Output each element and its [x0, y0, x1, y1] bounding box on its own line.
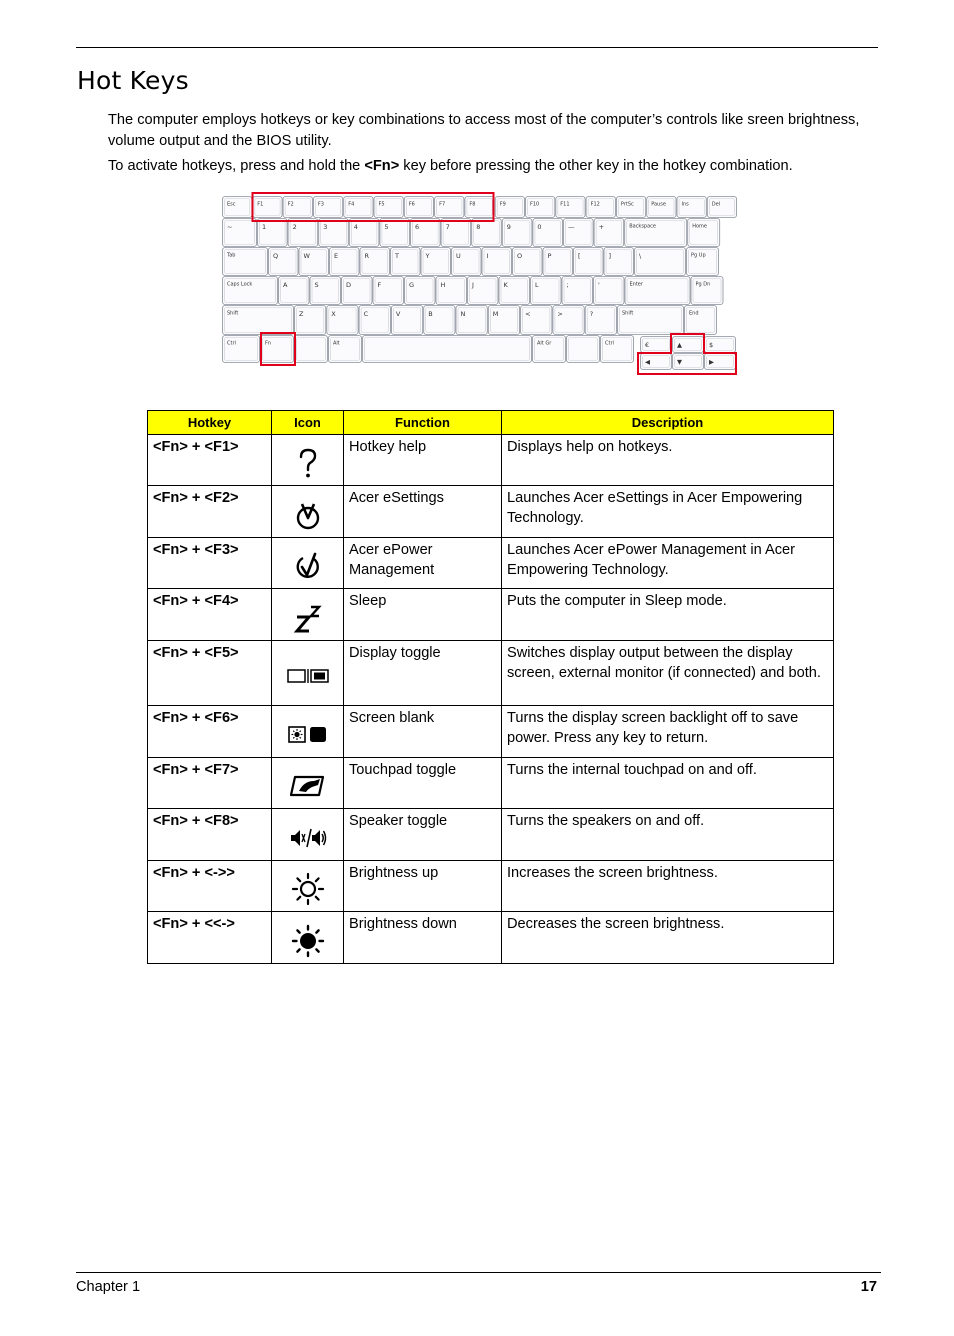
keyboard-key-label: Shift — [622, 310, 634, 317]
keyboard-key-label: C — [363, 310, 369, 318]
icon-cell — [272, 861, 344, 912]
keyboard-key-label: > — [557, 310, 563, 318]
hotkey-cell: <Fn> + <F8> — [148, 809, 272, 861]
keyboard-key-label: Pause — [651, 201, 666, 208]
keyboard-key-label: F6 — [408, 201, 415, 208]
keyboard-key-label: F1 — [257, 201, 264, 208]
keyboard-key-label: F8 — [469, 201, 476, 208]
keyboard-key-label: 9 — [506, 223, 511, 231]
keyboard-key-label: Backspace — [629, 223, 657, 230]
keyboard-key — [295, 336, 328, 363]
hotkey-cell: <Fn> + <F1> — [148, 435, 272, 486]
screen-blank-icon — [286, 724, 330, 746]
activate-text-after: key before pressing the other key in the hotkey combination. — [399, 158, 793, 174]
hotkey-cell: <Fn> + <<-> — [148, 912, 272, 964]
footer-chapter: Chapter 1 — [76, 1279, 141, 1295]
function-cell: Speaker toggle — [344, 809, 502, 861]
description-cell: Displays help on hotkeys. — [502, 435, 834, 486]
header-hotkey: Hotkey — [148, 411, 272, 435]
activate-text-before: To activate hotkeys, press and hold the — [108, 158, 365, 174]
keyboard-key-label: 8 — [476, 223, 481, 231]
keyboard-key-label: F12 — [590, 201, 600, 208]
hotkey-cell: <Fn> + <F5> — [148, 641, 272, 706]
header-icon: Icon — [272, 411, 344, 435]
hotkey-table — [147, 410, 834, 964]
keyboard-key-label: Del — [711, 201, 721, 208]
description-cell: Turns the internal touchpad on and off. — [502, 758, 834, 809]
table-row — [148, 706, 834, 758]
keyboard-illustration — [220, 190, 738, 378]
keyboard-key-label: Esc — [227, 201, 236, 208]
keyboard-key-label: 6 — [415, 223, 420, 231]
function-cell: Brightness up — [344, 861, 502, 912]
icon-cell — [272, 912, 344, 964]
icon-cell — [272, 758, 344, 809]
hotkey-cell: <Fn> + <->> — [148, 861, 272, 912]
table-row — [148, 912, 834, 964]
keyboard-key-label: F2 — [287, 201, 294, 208]
keyboard-key-label: Fn — [265, 340, 272, 347]
keyboard-key-label: E — [334, 252, 339, 260]
description-cell: Puts the computer in Sleep mode. — [502, 589, 834, 641]
table-row — [148, 758, 834, 809]
keyboard-key-label: ? — [589, 310, 594, 318]
table-header-row — [148, 411, 834, 435]
keyboard-key-label: ▶ — [709, 358, 714, 366]
keyboard-key-label: F10 — [530, 201, 540, 208]
sleep-icon — [293, 601, 323, 635]
fn-key-text: <Fn> — [364, 158, 400, 174]
keyboard-key-label: P — [547, 252, 552, 260]
keyboard-key-label: X — [331, 310, 336, 318]
keyboard-key-label: [ — [578, 252, 581, 260]
header-description: Description — [502, 411, 834, 435]
keyboard-key-label: A — [283, 281, 288, 289]
keyboard-key — [567, 336, 600, 363]
function-cell: Acer eSettings — [344, 486, 502, 538]
keyboard-key-label: + — [598, 223, 605, 231]
keyboard-key-label: ▼ — [677, 358, 682, 366]
table-row — [148, 435, 834, 486]
keyboard-key-label: 7 — [445, 223, 450, 231]
keyboard-key-label: M — [492, 310, 499, 318]
table-row — [148, 861, 834, 912]
question-icon — [293, 446, 323, 480]
keyboard-key-label: ~ — [227, 223, 233, 231]
keyboard-key-label: D — [346, 281, 352, 289]
function-cell: Acer ePower Management — [344, 538, 502, 589]
keyboard-key-label: U — [456, 252, 461, 260]
keyboard-key-label: ' — [598, 281, 600, 289]
keyboard-key-label: Tab — [227, 252, 236, 259]
keyboard-key-label: S — [314, 281, 319, 289]
hotkey-cell: <Fn> + <F6> — [148, 706, 272, 758]
activate-paragraph — [108, 156, 868, 177]
hotkey-cell: <Fn> + <F7> — [148, 758, 272, 809]
function-cell: Brightness down — [344, 912, 502, 964]
keyboard-key-label: B — [428, 310, 433, 318]
keyboard-key-label: G — [409, 281, 415, 289]
description-cell: Turns the speakers on and off. — [502, 809, 834, 861]
icon-cell — [272, 706, 344, 758]
display-toggle-icon — [286, 666, 330, 686]
keyboard-key-label: F9 — [499, 201, 506, 208]
brightness-down-icon — [291, 924, 325, 958]
keyboard-key-label: $ — [709, 341, 714, 349]
header-rule — [76, 47, 878, 48]
table-row — [148, 589, 834, 641]
keyboard-key-label: Caps Lock — [227, 281, 253, 288]
keyboard-key-label: F5 — [378, 201, 385, 208]
keyboard-key-label: Home — [692, 223, 707, 230]
description-cell: Launches Acer eSettings in Acer Empowering Technology. — [502, 486, 834, 538]
keyboard-key-label: ; — [566, 281, 569, 289]
speaker-icon — [288, 826, 328, 850]
keyboard-key-label: PrtSc — [620, 201, 634, 208]
keyboard-key-label: 2 — [292, 223, 297, 231]
esettings-icon — [293, 498, 323, 532]
keyboard-key-label: 5 — [384, 223, 389, 231]
keyboard-key-label: 4 — [353, 223, 358, 231]
keyboard-key-label: ◀ — [645, 358, 650, 366]
keyboard-key-label: W — [303, 252, 310, 260]
footer-page-number: 17 — [860, 1279, 877, 1295]
header-function: Function — [344, 411, 502, 435]
page-title: Hot Keys — [77, 66, 189, 95]
icon-cell — [272, 486, 344, 538]
keyboard-key-label: H — [440, 281, 446, 289]
keyboard-key-label: T — [395, 252, 399, 260]
table-row — [148, 486, 834, 538]
keyboard-key-label: € — [645, 341, 650, 349]
function-cell: Touchpad toggle — [344, 758, 502, 809]
function-cell: Sleep — [344, 589, 502, 641]
touchpad-icon — [288, 773, 328, 799]
keyboard-key-label: F7 — [439, 201, 446, 208]
table-row — [148, 538, 834, 589]
function-cell: Screen blank — [344, 706, 502, 758]
keyboard-key-label: Alt Gr — [537, 340, 552, 347]
keyboard-key-label: End — [689, 310, 699, 317]
icon-cell — [272, 435, 344, 486]
keyboard-svg — [220, 190, 738, 378]
keyboard-key — [363, 336, 532, 363]
keyboard-key-label: F11 — [560, 201, 570, 208]
keyboard-key-label: Ctrl — [227, 340, 236, 347]
icon-cell — [272, 589, 344, 641]
keyboard-key-label: F — [377, 281, 382, 289]
hotkey-cell: <Fn> + <F3> — [148, 538, 272, 589]
brightness-up-icon — [291, 872, 325, 906]
keyboard-key-label: — — [568, 223, 575, 231]
keyboard-key-label: J — [472, 281, 474, 289]
keyboard-key-label: F3 — [317, 201, 324, 208]
keyboard-key-label: Q — [273, 252, 279, 260]
function-cell: Display toggle — [344, 641, 502, 706]
epower-icon — [293, 549, 323, 583]
keyboard-key-label: Pg Dn — [695, 281, 711, 288]
keyboard-key-label: N — [460, 310, 466, 318]
keyboard-key-label: V — [395, 310, 401, 318]
keyboard-key-label: ] — [608, 252, 612, 260]
intro-paragraph: The computer employs hotkeys or key combinations to access most of the computer’s controls like sreen brightness, volume output and the BIOS utility. — [108, 112, 860, 149]
description-cell: Increases the screen brightness. — [502, 861, 834, 912]
icon-cell — [272, 538, 344, 589]
description-cell: Decreases the screen brightness. — [502, 912, 834, 964]
keyboard-key-label: F4 — [348, 201, 355, 208]
keyboard-key-label: K — [503, 281, 508, 289]
keyboard-key-label: 1 — [262, 223, 267, 231]
description-cell: Turns the display screen backlight off to save power. Press any key to return. — [502, 706, 834, 758]
keyboard-key-label: I — [486, 252, 489, 260]
keyboard-key-label: < — [525, 310, 531, 318]
keyboard-key-label: 3 — [323, 223, 328, 231]
hotkey-cell: <Fn> + <F4> — [148, 589, 272, 641]
keyboard-key-label: Ctrl — [605, 340, 614, 347]
function-cell: Hotkey help — [344, 435, 502, 486]
keyboard-key-label: Alt — [333, 340, 340, 347]
description-cell: Switches display output between the display screen, external monitor (if connected) and both. — [502, 641, 834, 706]
keyboard-key-label: Ins — [681, 201, 689, 208]
keyboard-key-label: R — [364, 252, 370, 260]
keyboard-key-label: Enter — [629, 281, 643, 288]
hotkey-cell: <Fn> + <F2> — [148, 486, 272, 538]
keyboard-key-label: Y — [425, 252, 430, 260]
keyboard-key-label: \ — [639, 252, 642, 260]
description-cell: Launches Acer ePower Management in Acer Empowering Technology. — [502, 538, 834, 589]
footer-rule — [76, 1272, 881, 1273]
icon-cell — [272, 809, 344, 861]
keyboard-key-label: Pg Up — [691, 252, 706, 259]
keyboard-key — [635, 248, 686, 276]
table-row — [148, 641, 834, 706]
keyboard-key-label: O — [517, 252, 523, 260]
keyboard-key-label: Shift — [227, 310, 239, 317]
keyboard-key-label: 0 — [537, 223, 542, 231]
keyboard-key-label: Z — [299, 310, 304, 318]
keyboard-key-label: ▲ — [677, 341, 682, 349]
table-row — [148, 809, 834, 861]
keyboard-key-label: L — [535, 281, 539, 289]
icon-cell — [272, 641, 344, 706]
